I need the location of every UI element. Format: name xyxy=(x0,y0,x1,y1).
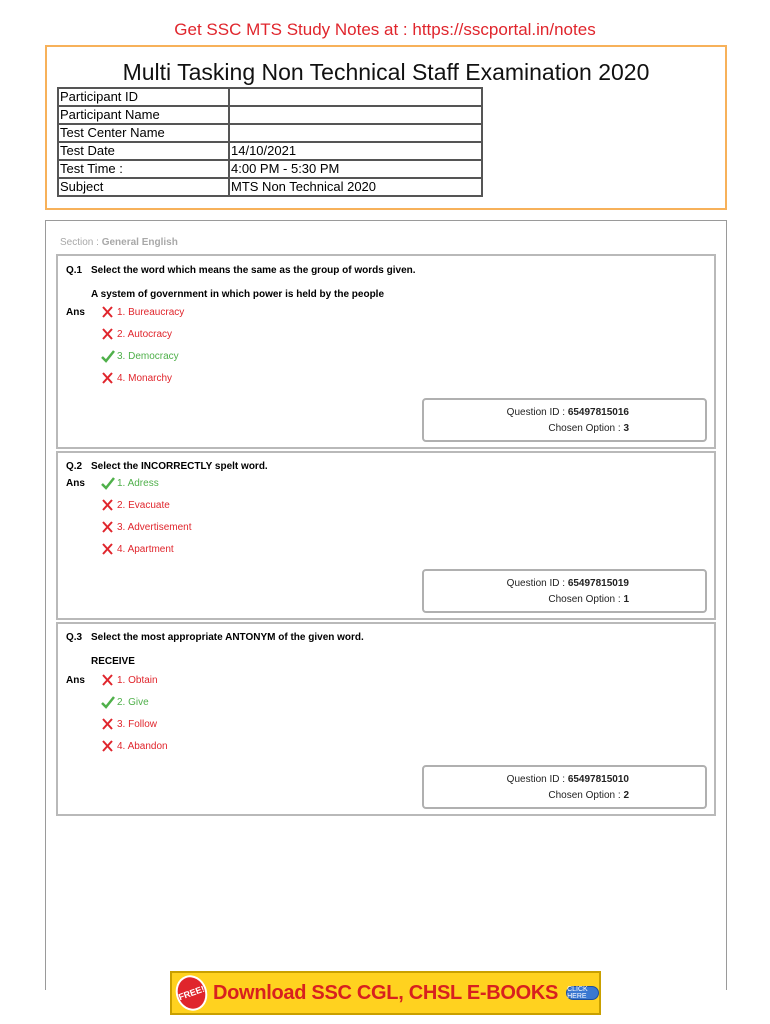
option-3 xyxy=(100,717,157,731)
option-1 xyxy=(100,305,184,319)
info-row xyxy=(58,124,482,142)
question-panel-3 xyxy=(56,622,716,816)
info-row xyxy=(58,160,482,178)
option-2 xyxy=(100,498,170,512)
info-label: Participant ID xyxy=(58,88,229,106)
cross-icon xyxy=(100,542,116,556)
info-label: Test Date xyxy=(58,142,229,160)
info-value xyxy=(229,106,482,124)
option-3 xyxy=(100,349,179,363)
chosen-option-value: 3 xyxy=(623,423,629,434)
check-icon xyxy=(100,695,116,709)
study-notes-banner[interactable]: Get SSC MTS Study Notes at : https://sscportal.in/notes xyxy=(174,20,596,39)
exam-title: Multi Tasking Non Technical Staff Examination 2020 xyxy=(122,59,650,85)
info-row xyxy=(58,178,482,196)
info-label: Test Time : xyxy=(58,160,229,178)
click-here-button[interactable]: CLICK HERE xyxy=(566,986,599,1000)
option-label: 1. Obtain xyxy=(117,674,158,686)
cross-icon xyxy=(100,739,116,753)
option-label: 2. Evacuate xyxy=(117,499,170,511)
option-label: 4. Monarchy xyxy=(117,372,173,384)
ebooks-banner-text: Download SSC CGL, CHSL E-BOOKS xyxy=(213,981,559,1004)
question-id-label: Question ID : xyxy=(506,774,568,785)
option-label: 3. Democracy xyxy=(117,350,179,362)
option-2 xyxy=(100,327,172,341)
section-label xyxy=(60,237,178,248)
option-label: 2. Autocracy xyxy=(117,328,173,340)
cross-icon xyxy=(100,520,116,534)
question-number: Q.2 xyxy=(66,461,83,472)
option-4 xyxy=(100,371,172,385)
question-number: Q.1 xyxy=(66,265,83,276)
info-label: Test Center Name xyxy=(58,124,229,142)
option-1 xyxy=(100,673,158,687)
option-label: 1. Bureaucracy xyxy=(117,306,185,318)
option-label: 4. Abandon xyxy=(117,740,168,752)
cross-icon xyxy=(100,498,116,512)
option-label: 3. Advertisement xyxy=(117,521,192,533)
question-subtext: A system of government in which power is held by the people xyxy=(91,289,385,300)
cross-icon xyxy=(100,327,116,341)
question-id-value: 65497815019 xyxy=(567,578,629,589)
exam-header xyxy=(45,45,727,210)
question-id xyxy=(507,774,629,785)
question-text: Select the word which means the same as the group of words given. xyxy=(91,265,416,276)
section-name: General English xyxy=(101,237,178,248)
question-id-value: 65497815016 xyxy=(567,407,629,418)
cross-icon xyxy=(100,305,116,319)
check-icon xyxy=(100,476,116,490)
option-label: 2. Give xyxy=(117,696,149,708)
question-subtext: RECEIVE xyxy=(91,656,135,667)
check-icon xyxy=(100,349,116,363)
question-id-label: Question ID : xyxy=(506,578,568,589)
section-prefix: Section : xyxy=(60,237,102,248)
question-id-label: Question ID : xyxy=(506,407,568,418)
option-label: 1. Adress xyxy=(117,477,159,489)
chosen-option xyxy=(548,423,629,434)
answer-sheet xyxy=(45,220,727,990)
info-label: Subject xyxy=(58,178,229,196)
info-value xyxy=(229,124,482,142)
option-label: 3. Follow xyxy=(117,718,158,730)
info-value: 14/10/2021 xyxy=(229,142,482,160)
participant-info-table xyxy=(57,87,483,197)
option-1 xyxy=(100,476,159,490)
question-id-box xyxy=(422,765,707,809)
option-4 xyxy=(100,542,174,556)
chosen-option-value: 1 xyxy=(623,594,629,605)
question-id-box xyxy=(422,569,707,613)
question-panel-2 xyxy=(56,451,716,620)
ans-label: Ans xyxy=(66,478,85,489)
info-value xyxy=(229,88,482,106)
question-panel-1 xyxy=(56,254,716,449)
chosen-option-label: Chosen Option : xyxy=(548,423,624,434)
chosen-option xyxy=(548,790,629,801)
chosen-option-label: Chosen Option : xyxy=(548,594,624,605)
option-2 xyxy=(100,695,149,709)
ans-label: Ans xyxy=(66,675,85,686)
info-row xyxy=(58,142,482,160)
free-badge: FREE! xyxy=(171,971,212,1015)
ans-label: Ans xyxy=(66,307,85,318)
option-3 xyxy=(100,520,191,534)
info-row xyxy=(58,106,482,124)
question-id xyxy=(507,578,629,589)
info-value: MTS Non Technical 2020 xyxy=(229,178,482,196)
question-id-value: 65497815010 xyxy=(567,774,629,785)
info-value: 4:00 PM - 5:30 PM xyxy=(229,160,482,178)
chosen-option-label: Chosen Option : xyxy=(548,790,624,801)
cross-icon xyxy=(100,371,116,385)
option-4 xyxy=(100,739,168,753)
question-id xyxy=(507,407,629,418)
question-text: Select the most appropriate ANTONYM of the given word. xyxy=(91,632,364,643)
chosen-option xyxy=(548,594,629,605)
ebooks-download-banner[interactable] xyxy=(170,971,601,1015)
question-text: Select the INCORRECTLY spelt word. xyxy=(91,461,268,472)
info-label: Participant Name xyxy=(58,106,229,124)
cross-icon xyxy=(100,673,116,687)
option-label: 4. Apartment xyxy=(117,543,174,555)
cross-icon xyxy=(100,717,116,731)
question-number: Q.3 xyxy=(66,632,83,643)
chosen-option-value: 2 xyxy=(623,790,629,801)
info-row xyxy=(58,88,482,106)
question-id-box xyxy=(422,398,707,442)
